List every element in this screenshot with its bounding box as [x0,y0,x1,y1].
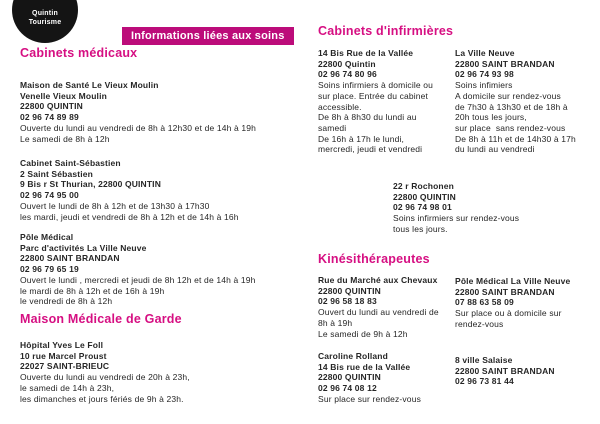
contact-line: Ouverte du lundi au vendredi de 20h à 23h, [20,372,190,383]
contact-line: De 8h à 8h30 du lundi au [318,112,417,123]
contact-line: rendez-vous [455,318,504,329]
contact-line: 22800 Quintin [318,58,376,69]
contact-line: Parc d'activités La Ville Neuve [20,242,147,253]
contact-line: 02 96 79 65 19 [20,264,79,275]
heading-kinesitherapeutes: Kinésithérapeutes [318,252,430,266]
contact-line: Rue du Marché aux Chevaux [318,275,438,285]
contact-line: Maison de Santé Le Vieux Moulin [20,80,159,90]
contact-line: A domicile sur rendez-vous [455,90,561,101]
contact-line: le samedi de 14h à 23h, [20,382,115,393]
contact-line: accessible. [318,101,362,112]
contact-line: Pôle Médical La Ville Neuve [455,276,571,286]
contact-line: 2 Saint Sébastien [20,168,93,179]
contact-line: sur place sans rendez-vous [455,122,566,133]
contact-line: 22800 SAINT BRANDAN [455,58,555,69]
contact-block-rue-de-la-vallee [318,48,433,155]
contact-line: 07 88 63 58 09 [455,297,514,308]
heading-maison-medicale-de-garde: Maison Médicale de Garde [20,312,182,326]
contact-block-maison-de-sante [20,80,256,144]
contact-line: Caroline Rolland [318,351,388,361]
contact-line: tous les jours. [393,223,448,234]
contact-line: 20h tous les jours, [455,112,527,123]
contact-line: les dimanches et jours fériés de 9h à 23h. [20,393,184,404]
contact-line: 22800 SAINT BRANDAN [455,365,555,376]
contact-line: 22027 SAINT-BRIEUC [20,361,110,372]
contact-line: sur place. Entrée du cabinet [318,90,429,101]
contact-block-pole-medical [20,232,256,307]
contact-line: Ouvert le lundi , mercredi et jeudi de 8h 12h et de 14h à 19h [20,274,256,285]
contact-line: Cabinet Saint-Sébastien [20,158,121,168]
contact-line: 02 96 74 89 89 [20,112,79,123]
contact-line: Soins infimiers [455,80,513,91]
contact-line: 14 Bis Rue de la Vallée [318,48,414,58]
contact-line: 8 ville Salaise [455,355,513,365]
contact-line: Ouvert du lundi au vendredi de [318,307,439,318]
contact-line: 22800 QUINTIN [393,191,456,202]
contact-line: 02 96 74 98 01 [393,202,452,213]
contact-line: 22 r Rochonen [393,181,454,191]
contact-line: 22800 SAINT BRANDAN [455,286,555,297]
contact-line: mercredi, jeudi et vendredi [318,144,423,155]
page-title-banner: Informations liées aux soins [122,27,294,45]
contact-line: 02 96 74 08 12 [318,383,377,394]
heading-cabinets-infirmieres: Cabinets d'infirmières [318,24,454,38]
contact-line: 22800 QUINTIN [20,101,83,112]
contact-line: De 16h à 17h le lundi, [318,133,405,144]
contact-line: 02 96 73 81 44 [455,376,514,387]
contact-line: les mardi, jeudi et vendredi de 8h à 12h et de 14h à 16h [20,211,239,222]
contact-line: La Ville Neuve [455,48,515,58]
contact-line: Sur place sur rendez-vous [318,393,421,404]
contact-line: 8h à 19h [318,317,353,328]
contact-block-caroline-rolland [318,351,421,405]
contact-line: 02 96 58 18 83 [318,296,377,307]
contact-line: Ouvert le lundi de 8h à 12h et de 13h30 à 17h30 [20,200,210,211]
quintin-tourisme-logo [12,0,78,43]
logo-line1: Quintin [32,10,58,17]
contact-line: Hôpital Yves Le Foll [20,340,104,350]
heading-cabinets-medicaux: Cabinets médicaux [20,46,138,60]
contact-line: 14 Bis rue de la Vallée [318,361,411,372]
contact-line: 02 96 74 80 96 [318,69,377,80]
contact-line: De 8h à 11h et de 14h30 à 17h [455,133,576,144]
contact-block-la-ville-neuve [455,48,576,155]
contact-block-pole-medical-la-ville-neuve [455,276,570,330]
contact-block-hopital-yves-le-foll [20,340,190,404]
logo-text [12,9,78,27]
contact-line: Ouverte du lundi au vendredi de 8h à 12h30 et de 14h à 19h [20,122,257,133]
contact-line: 22800 SAINT BRANDAN [20,253,120,264]
contact-line: Soins infirmiers sur rendez-vous [393,213,520,224]
contact-line: Le samedi de 9h à 12h [318,328,408,339]
contact-line: samedi [318,122,347,133]
contact-line: Soins infirmiers à domicile ou [318,80,434,91]
contact-line: 22800 QUINTIN [318,372,381,383]
contact-line: Le samedi de 8h à 12h [20,133,110,144]
contact-block-cabinet-saint-sebastien [20,158,239,222]
contact-line: le vendredi de 8h à 12h [20,296,113,307]
contact-block-rochonen [393,181,519,235]
contact-line: Pôle Médical [20,232,74,242]
contact-line: 9 Bis r St Thurian, 22800 QUINTIN [20,179,161,190]
contact-line: 10 rue Marcel Proust [20,350,107,361]
contact-line: 02 96 74 93 98 [455,69,514,80]
contact-block-marche-aux-chevaux [318,275,439,339]
contact-line: 22800 QUINTIN [318,285,381,296]
contact-line: de 7h30 à 13h30 et de 18h à [455,101,568,112]
contact-line: du lundi au vendredi [455,144,535,155]
logo-line2: Tourisme [28,19,62,26]
contact-block-ville-salaise [455,355,555,387]
contact-line: le mardi de 8h à 12h et de 16h à 19h [20,285,165,296]
contact-line: 02 96 74 95 00 [20,190,79,201]
contact-line: Venelle Vieux Moulin [20,90,107,101]
contact-line: Sur place ou à domicile sur [455,308,562,319]
